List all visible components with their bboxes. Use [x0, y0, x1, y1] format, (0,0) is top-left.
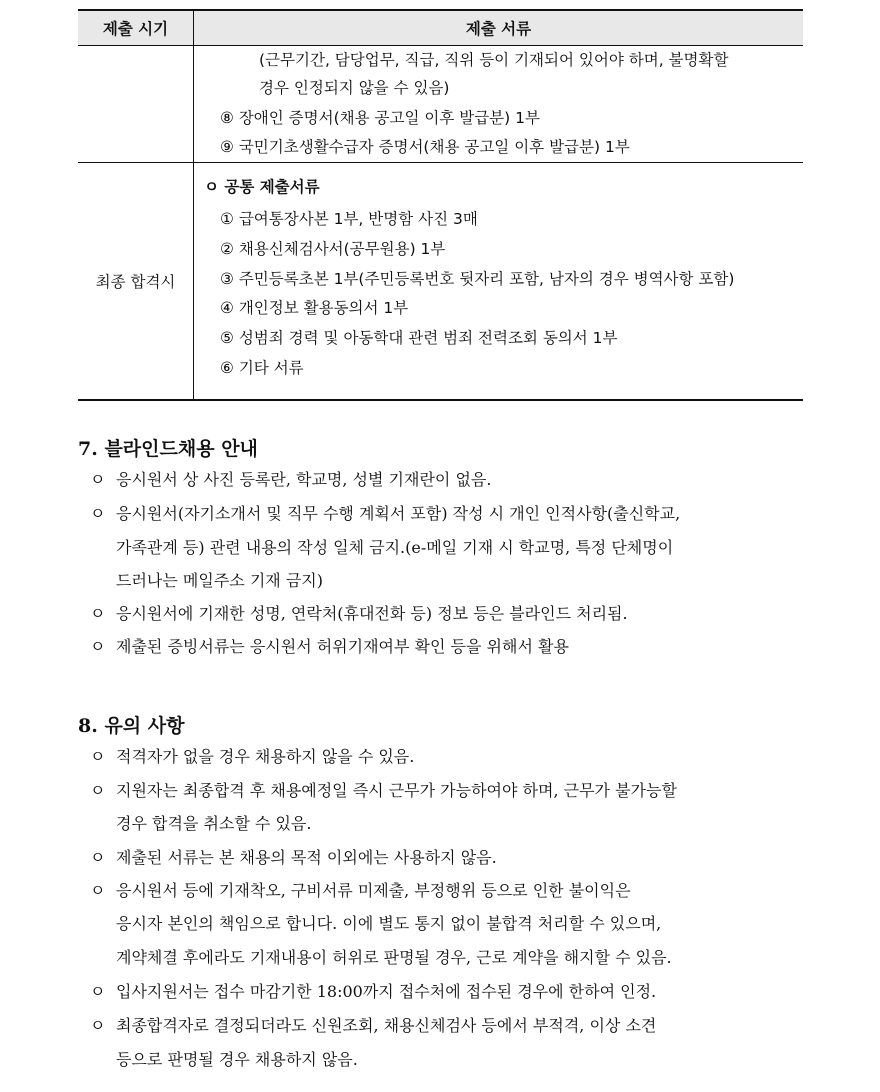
submission-documents-table — [78, 9, 803, 401]
document-line: (근무기간, 담당업무, 직급, 직위 등이 기재되어 있어야 하며, 불명확할 — [259, 51, 729, 69]
bullet-marker: ㅇ — [90, 470, 106, 489]
document-item: ⑨ 국민기초생활수급자 증명서(채용 공고일 이후 발급분) 1부 — [220, 138, 630, 156]
list-item — [90, 469, 491, 491]
bullet-continuation: 응시자 본인의 책임으로 합니다. 이에 별도 통지 없이 불합격 처리할 수 있으며, — [116, 914, 662, 933]
bullet-text: 지원자는 최종합격 후 채용예정일 즉시 근무가 가능하여야 하며, 근무가 불가능할 — [116, 781, 677, 800]
bullet-marker: ㅇ — [90, 781, 106, 800]
document-item: ④ 개인정보 활용동의서 1부 — [220, 299, 409, 317]
table-header-row — [78, 10, 803, 46]
bullet-marker: ㅇ — [90, 982, 106, 1001]
document-item: ⑥ 기타 서류 — [220, 359, 304, 377]
list-item — [90, 847, 497, 869]
list-item — [90, 636, 569, 658]
document-item: ③ 주민등록초본 1부(주민등록번호 뒷자리 포함, 남자의 경우 병역사항 포함) — [220, 270, 735, 288]
bullet-text: 적격자가 없을 경우 채용하지 않을 수 있음. — [116, 747, 415, 766]
bullet-text: 응시원서(자기소개서 및 직무 수행 계획서 포함) 작성 시 개인 인적사항(출신학교, — [116, 504, 681, 523]
document-line: 경우 인정되지 않을 수 있음) — [259, 79, 450, 97]
common-documents-heading: ㅇ 공통 제출서류 — [204, 178, 320, 196]
list-item — [90, 603, 628, 625]
list-item — [90, 1015, 656, 1037]
list-item — [90, 880, 631, 902]
header-submission-timing: 제출 시기 — [78, 10, 194, 46]
bullet-text: 최종합격자로 결정되더라도 신원조회, 채용신체검사 등에서 부적격, 이상 소견 — [116, 1016, 657, 1035]
table-row — [78, 46, 803, 163]
document-item: ② 채용신체검사서(공무원용) 1부 — [220, 240, 446, 258]
document-item: ① 급여통장사본 1부, 반명함 사진 3매 — [220, 210, 478, 228]
section-7-title: 7. 블라인드채용 안내 — [78, 438, 258, 460]
bullet-marker: ㅇ — [90, 637, 106, 656]
bullet-continuation: 계약체결 후에라도 기재내용이 허위로 판명될 경우, 근로 계약을 해지할 수 있음. — [116, 948, 672, 967]
final-pass-timing: 최종 합격시 — [78, 163, 194, 401]
bullet-continuation: 등으로 판명될 경우 채용하지 않음. — [116, 1050, 358, 1069]
bullet-marker: ㅇ — [90, 848, 106, 867]
bullet-continuation: 경우 합격을 취소할 수 있음. — [116, 814, 312, 833]
bullet-text: 응시원서 상 사진 등록란, 학교명, 성별 기재란이 없음. — [116, 470, 492, 489]
bullet-marker: ㅇ — [90, 747, 106, 766]
bullet-text: 제출된 서류는 본 채용의 목적 이외에는 사용하지 않음. — [116, 848, 497, 867]
document-item: ⑧ 장애인 증명서(채용 공고일 이후 발급분) 1부 — [220, 109, 540, 127]
table-row — [78, 163, 803, 401]
bullet-marker: ㅇ — [90, 604, 106, 623]
list-item — [90, 746, 414, 768]
table-cell-timing-empty — [78, 46, 194, 163]
table-cell-documents — [194, 163, 804, 401]
bullet-marker: ㅇ — [90, 504, 106, 523]
bullet-text: 응시원서에 기재한 성명, 연락처(휴대전화 등) 정보 등은 블라인드 처리됨. — [116, 604, 628, 623]
document-item: ⑤ 성범죄 경력 및 아동학대 관련 범죄 전력조회 동의서 1부 — [220, 329, 618, 347]
list-item — [90, 503, 680, 525]
section-8-title: 8. 유의 사항 — [78, 715, 185, 737]
bullet-marker: ㅇ — [90, 1016, 106, 1035]
bullet-marker: ㅇ — [90, 881, 106, 900]
header-submission-documents: 제출 서류 — [194, 10, 804, 46]
bullet-text: 응시원서 등에 기재착오, 구비서류 미제출, 부정행위 등으로 인한 불이익은 — [116, 881, 631, 900]
bullet-text: 입사지원서는 접수 마감기한 18:00까지 접수처에 접수된 경우에 한하여 인정. — [116, 982, 657, 1001]
list-item — [90, 780, 677, 802]
bullet-continuation: 드러나는 메일주소 기재 금지) — [116, 571, 323, 590]
list-item — [90, 981, 656, 1003]
table-cell-documents — [194, 46, 804, 163]
bullet-continuation: 가족관계 등) 관련 내용의 작성 일체 금지.(e-메일 기재 시 학교명, 특정 단체명이 — [116, 538, 674, 557]
bullet-text: 제출된 증빙서류는 응시원서 허위기재여부 확인 등을 위해서 활용 — [116, 637, 569, 656]
